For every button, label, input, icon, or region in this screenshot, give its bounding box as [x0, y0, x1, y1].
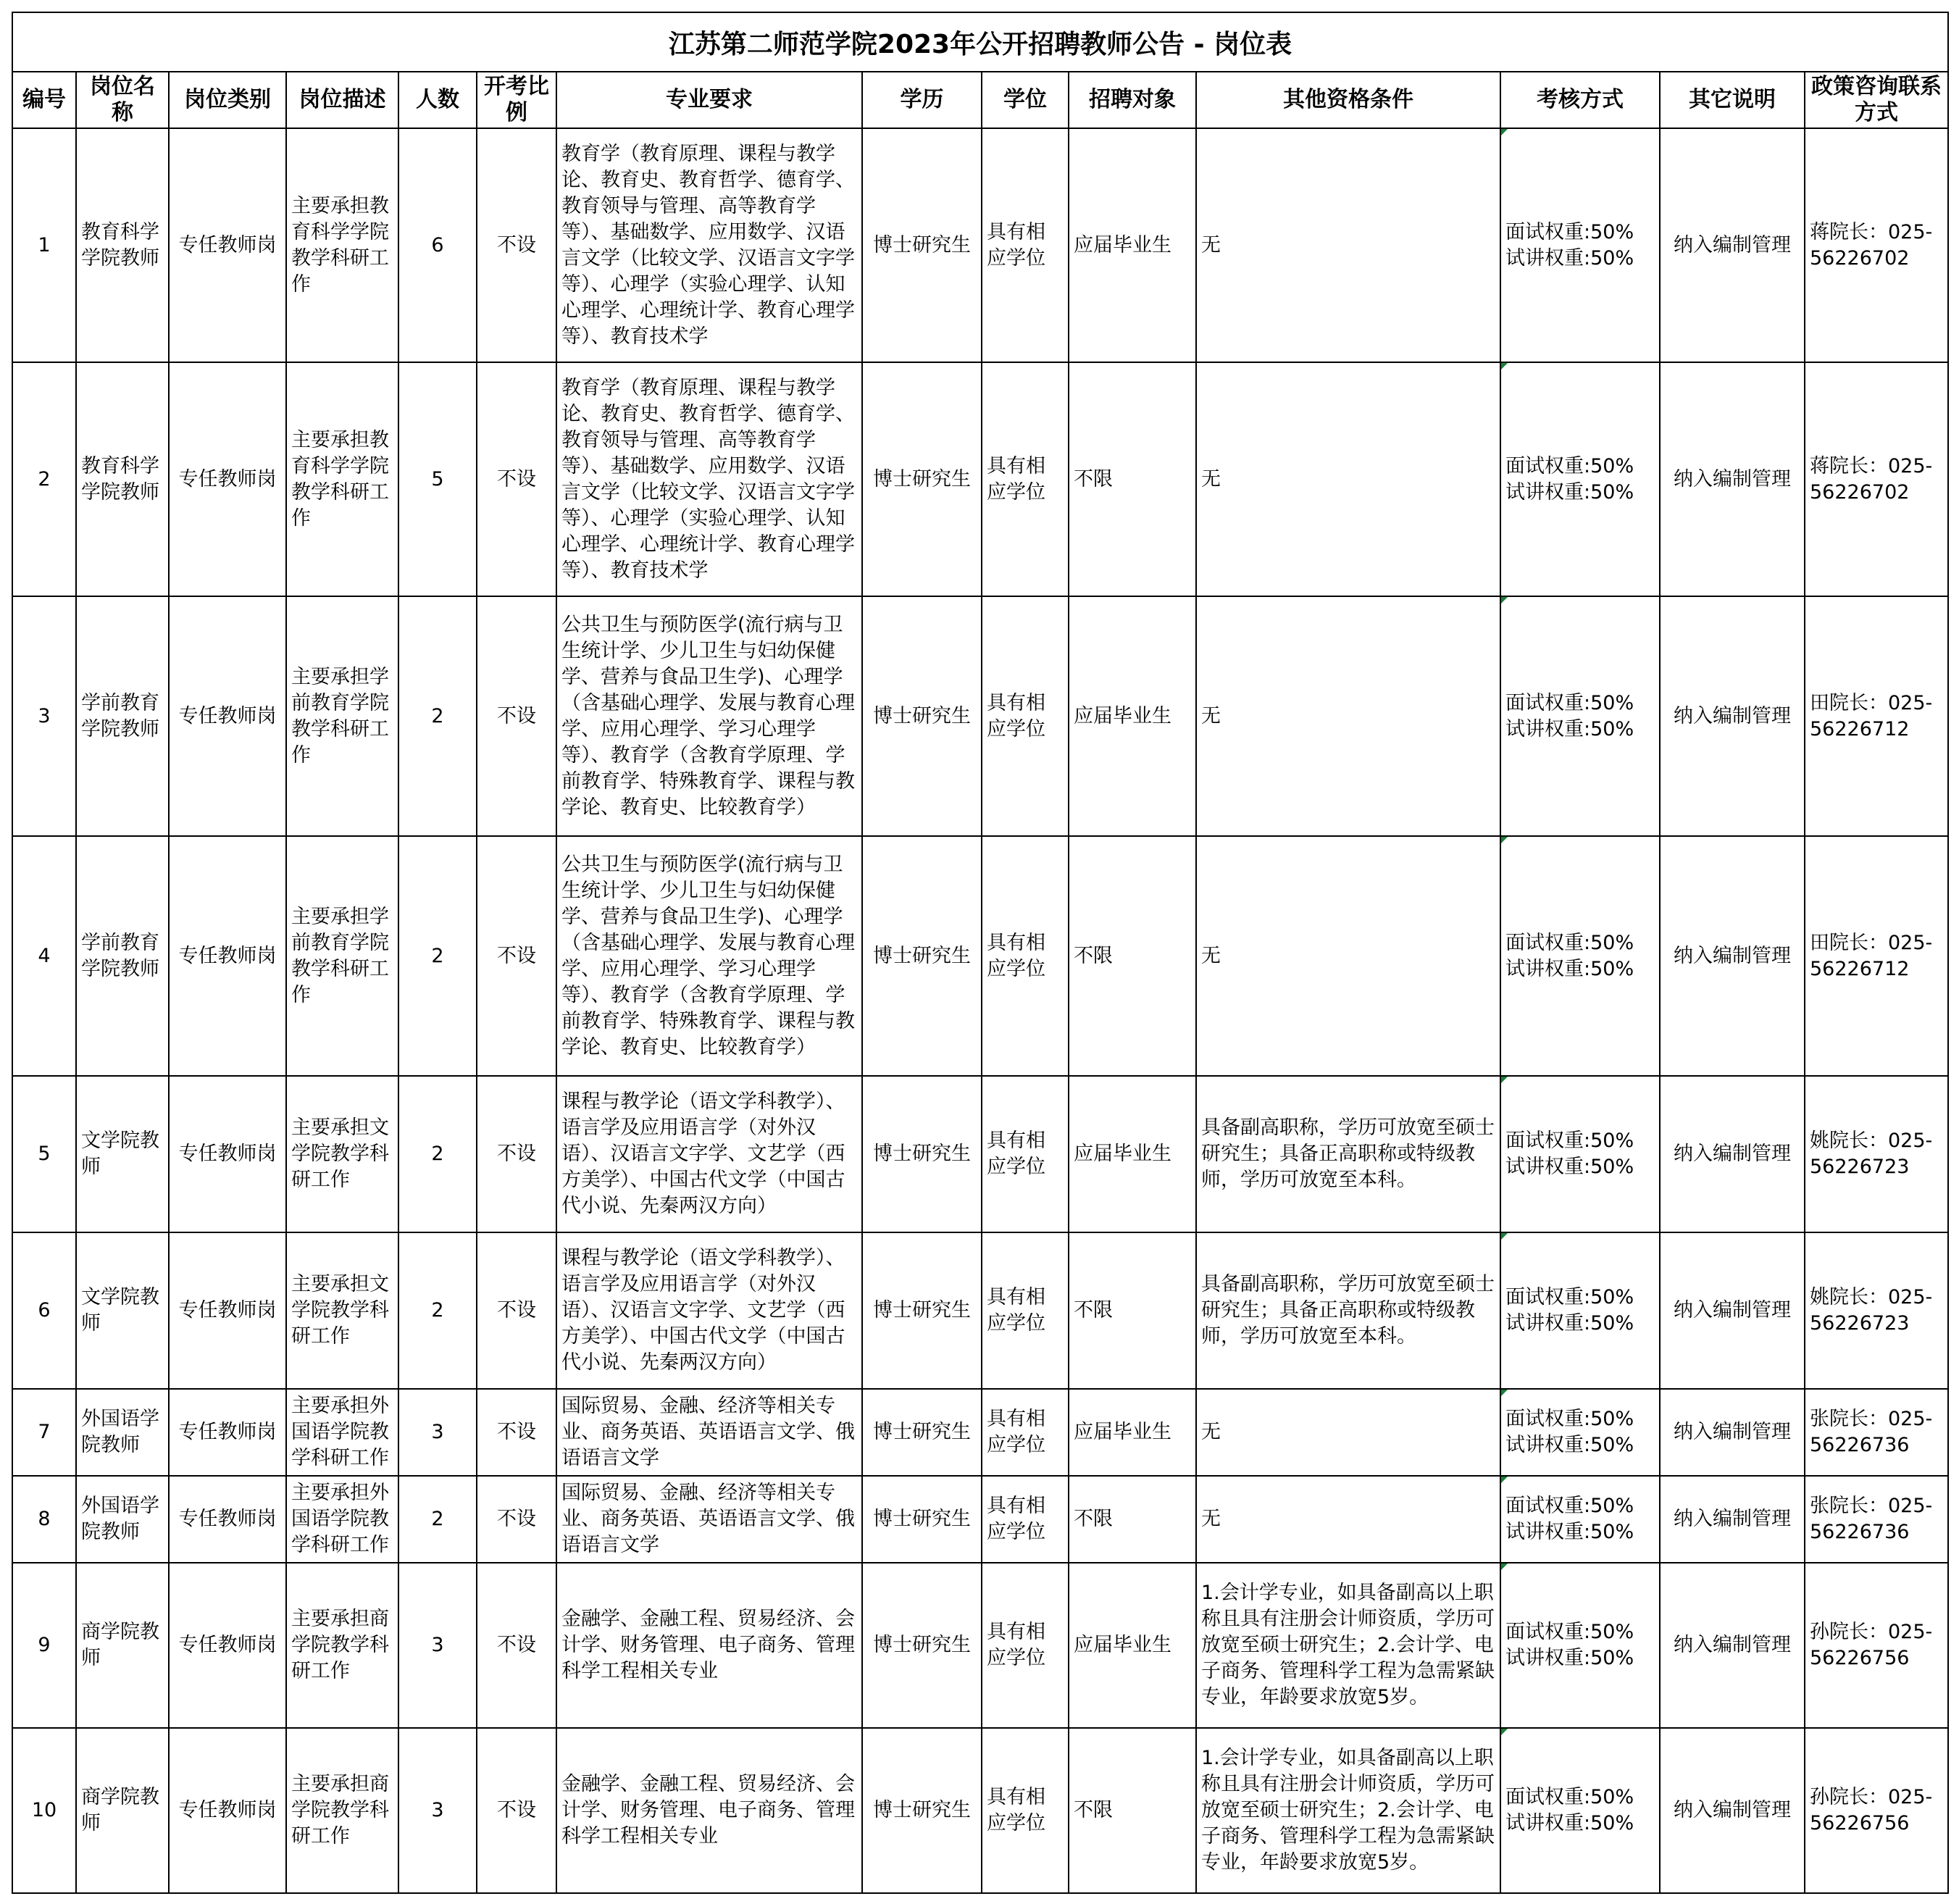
cell-notes: 纳入编制管理	[1660, 1389, 1805, 1476]
cell-description: 主要承担商学院教学科研工作	[286, 1563, 398, 1728]
cell-target: 不限	[1069, 1476, 1196, 1563]
assessment-lecture-weight: 试讲权重:50%	[1505, 246, 1634, 270]
cell-target: 不限	[1069, 362, 1196, 596]
cell-description: 主要承担学前教育学院教学科研工作	[286, 596, 398, 836]
cell-education: 博士研究生	[862, 1076, 982, 1232]
assessment-interview-weight: 面试权重:50%	[1505, 220, 1634, 243]
cell-degree: 具有相应学位	[982, 836, 1069, 1076]
cell-assessment	[1500, 362, 1660, 596]
cell-education: 博士研究生	[862, 1563, 982, 1728]
assessment-lecture-weight: 试讲权重:50%	[1505, 717, 1634, 740]
cell-description: 主要承担文学院教学科研工作	[286, 1232, 398, 1389]
assessment-interview-weight: 面试权重:50%	[1505, 454, 1634, 477]
cell-target: 不限	[1069, 1232, 1196, 1389]
cell-description: 主要承担学前教育学院教学科研工作	[286, 836, 398, 1076]
cell-no: 2	[12, 362, 76, 596]
cell-count: 5	[398, 362, 477, 596]
cell-position-name: 外国语学院教师	[76, 1476, 169, 1563]
cell-description: 主要承担商学院教学科研工作	[286, 1728, 398, 1893]
cell-education: 博士研究生	[862, 128, 982, 362]
cell-ratio: 不设	[477, 1728, 556, 1893]
header-major: 专业要求	[556, 72, 862, 128]
cell-count: 3	[398, 1389, 477, 1476]
cell-position-name: 文学院教师	[76, 1076, 169, 1232]
cell-notes: 纳入编制管理	[1660, 1728, 1805, 1893]
cell-degree: 具有相应学位	[982, 1728, 1069, 1893]
cell-major: 国际贸易、金融、经济等相关专业、商务英语、英语语言文学、俄语语言文学	[556, 1389, 862, 1476]
cell-notes: 纳入编制管理	[1660, 1563, 1805, 1728]
cell-count: 2	[398, 1476, 477, 1563]
cell-category: 专任教师岗	[169, 1728, 286, 1893]
cell-other-conditions: 1.会计学专业，如具备副高以上职称且具有注册会计师资质，学历可放宽至硕士研究生；2.会计学、电子商务、管理科学工程为急需紧缺专业，年龄要求放宽5岁。	[1196, 1563, 1500, 1728]
assessment-interview-weight: 面试权重:50%	[1505, 931, 1634, 954]
header-target: 招聘对象	[1069, 72, 1196, 128]
cell-count: 3	[398, 1728, 477, 1893]
assessment-lecture-weight: 试讲权重:50%	[1505, 1812, 1634, 1834]
cell-assessment	[1500, 1728, 1660, 1893]
cell-target: 应届毕业生	[1069, 1076, 1196, 1232]
cell-education: 博士研究生	[862, 836, 982, 1076]
cell-count: 3	[398, 1563, 477, 1728]
cell-contact: 姚院长：025-56226723	[1805, 1076, 1948, 1232]
cell-ratio: 不设	[477, 836, 556, 1076]
cell-notes: 纳入编制管理	[1660, 362, 1805, 596]
cell-contact: 孙院长：025-56226756	[1805, 1728, 1948, 1893]
cell-education: 博士研究生	[862, 362, 982, 596]
header-no: 编号	[12, 72, 76, 128]
cell-assessment	[1500, 1476, 1660, 1563]
header-other-conditions: 其他资格条件	[1196, 72, 1500, 128]
cell-other-conditions: 无	[1196, 836, 1500, 1076]
assessment-interview-weight: 面试权重:50%	[1505, 1786, 1634, 1808]
cell-description	[286, 1389, 398, 1476]
cell-notes: 纳入编制管理	[1660, 1076, 1805, 1232]
cell-target: 不限	[1069, 1728, 1196, 1893]
cell-description	[286, 1476, 398, 1563]
cell-major: 公共卫生与预防医学(流行病与卫生统计学、少儿卫生与妇幼保健学、营养与食品卫生学)、心理学（含基础心理学、发展与教育心理学、应用心理学、学习心理学等）、教育学（含教育学原理、学前教育学、特殊教育学、课程与教学论、教育史、比较教育学）	[556, 596, 862, 836]
cell-category: 专任教师岗	[169, 128, 286, 362]
cell-contact: 姚院长：025-56226723	[1805, 1232, 1948, 1389]
cell-ratio: 不设	[477, 1232, 556, 1389]
header-degree: 学位	[982, 72, 1069, 128]
cell-major: 教育学（教育原理、课程与教学论、教育史、教育哲学、德育学、教育领导与管理、高等教育学等）、基础数学、应用数学、汉语言文学（比较文学、汉语言文字学等）、心理学（实验心理学、认知心理学、心理统计学、教育心理学等）、教育技术学	[556, 128, 862, 362]
cell-major: 国际贸易、金融、经济等相关专业、商务英语、英语语言文学、俄语语言文学	[556, 1476, 862, 1563]
cell-other-conditions: 无	[1196, 1389, 1500, 1476]
cell-category: 专任教师岗	[169, 596, 286, 836]
cell-position-name: 教育科学学院教师	[76, 362, 169, 596]
cell-other-conditions: 1.会计学专业，如具备副高以上职称且具有注册会计师资质，学历可放宽至硕士研究生；2.会计学、电子商务、管理科学工程为急需紧缺专业，年龄要求放宽5岁。	[1196, 1728, 1500, 1893]
cell-notes: 纳入编制管理	[1660, 1232, 1805, 1389]
assessment-lecture-weight: 试讲权重:50%	[1505, 1312, 1634, 1335]
assessment-interview-weight: 面试权重:50%	[1505, 1408, 1634, 1430]
cell-assessment	[1500, 1563, 1660, 1728]
cell-position-name: 外国语学院教师	[76, 1389, 169, 1476]
assessment-lecture-weight: 试讲权重:50%	[1505, 1647, 1634, 1669]
cell-no: 8	[12, 1476, 76, 1563]
cell-degree: 具有相应学位	[982, 596, 1069, 836]
table-row	[12, 362, 1948, 596]
assessment-lecture-weight: 试讲权重:50%	[1505, 480, 1634, 504]
cell-contact: 孙院长：025-56226756	[1805, 1563, 1948, 1728]
cell-education: 博士研究生	[862, 596, 982, 836]
header-count: 人数	[398, 72, 477, 128]
cell-other-conditions: 无	[1196, 362, 1500, 596]
cell-position-name: 学前教育学院教师	[76, 596, 169, 836]
cell-assessment	[1500, 836, 1660, 1076]
cell-ratio: 不设	[477, 1563, 556, 1728]
job-position-table	[12, 12, 1949, 1894]
cell-description: 主要承担教育科学学院教学科研工作	[286, 362, 398, 596]
cell-ratio: 不设	[477, 362, 556, 596]
cell-education: 博士研究生	[862, 1728, 982, 1893]
cell-position-name: 学前教育学院教师	[76, 836, 169, 1076]
cell-ratio: 不设	[477, 1476, 556, 1563]
cell-position-name: 教育科学学院教师	[76, 128, 169, 362]
header-contact: 政策咨询联系方式	[1805, 72, 1948, 128]
cell-count: 6	[398, 128, 477, 362]
table-row	[12, 1728, 1948, 1893]
cell-count: 2	[398, 1076, 477, 1232]
table-title: 江苏第二师范学院2023年公开招聘教师公告 - 岗位表	[12, 12, 1948, 72]
cell-education: 博士研究生	[862, 1476, 982, 1563]
cell-contact: 田院长：025-56226712	[1805, 836, 1948, 1076]
assessment-lecture-weight: 试讲权重:50%	[1505, 1521, 1634, 1543]
table-row	[12, 1232, 1948, 1389]
cell-ratio: 不设	[477, 128, 556, 362]
assessment-lecture-weight: 试讲权重:50%	[1505, 957, 1634, 980]
cell-other-conditions: 无	[1196, 596, 1500, 836]
cell-target: 应届毕业生	[1069, 1389, 1196, 1476]
header-assessment: 考核方式	[1500, 72, 1660, 128]
cell-no: 3	[12, 596, 76, 836]
cell-assessment	[1500, 596, 1660, 836]
cell-degree: 具有相应学位	[982, 1476, 1069, 1563]
cell-category: 专任教师岗	[169, 1076, 286, 1232]
cell-target: 应届毕业生	[1069, 596, 1196, 836]
cell-category: 专任教师岗	[169, 1563, 286, 1728]
assessment-interview-weight: 面试权重:50%	[1505, 1495, 1634, 1517]
table-row	[12, 596, 1948, 836]
cell-category: 专任教师岗	[169, 1232, 286, 1389]
cell-degree: 具有相应学位	[982, 128, 1069, 362]
cell-contact: 张院长：025-56226736	[1805, 1476, 1948, 1563]
cell-target: 不限	[1069, 836, 1196, 1076]
cell-notes: 纳入编制管理	[1660, 836, 1805, 1076]
header-education: 学历	[862, 72, 982, 128]
cell-major: 金融学、金融工程、贸易经济、会计学、财务管理、电子商务、管理科学工程相关专业	[556, 1728, 862, 1893]
cell-other-conditions: 具备副高职称，学历可放宽至硕士研究生；具备正高职称或特级教师，学历可放宽至本科。	[1196, 1232, 1500, 1389]
cell-degree: 具有相应学位	[982, 1563, 1069, 1728]
cell-count: 2	[398, 836, 477, 1076]
cell-degree: 具有相应学位	[982, 1389, 1069, 1476]
cell-no: 5	[12, 1076, 76, 1232]
cell-count: 2	[398, 596, 477, 836]
header-ratio: 开考比例	[477, 72, 556, 128]
cell-notes: 纳入编制管理	[1660, 1476, 1805, 1563]
cell-category: 专任教师岗	[169, 836, 286, 1076]
cell-category: 专任教师岗	[169, 362, 286, 596]
cell-position-name: 文学院教师	[76, 1232, 169, 1389]
header-notes: 其它说明	[1660, 72, 1805, 128]
assessment-interview-weight: 面试权重:50%	[1505, 1286, 1634, 1308]
cell-category: 专任教师岗	[169, 1389, 286, 1476]
cell-other-conditions: 具备副高职称，学历可放宽至硕士研究生；具备正高职称或特级教师，学历可放宽至本科。	[1196, 1076, 1500, 1232]
cell-target: 应届毕业生	[1069, 1563, 1196, 1728]
table-row	[12, 128, 1948, 362]
cell-no: 1	[12, 128, 76, 362]
assessment-interview-weight: 面试权重:50%	[1505, 1130, 1634, 1152]
table-row	[12, 1076, 1948, 1232]
table-row	[12, 1563, 1948, 1728]
cell-contact: 田院长：025-56226712	[1805, 596, 1948, 836]
cell-position-name: 商学院教师	[76, 1728, 169, 1893]
cell-description: 主要承担文学院教学科研工作	[286, 1076, 398, 1232]
cell-notes: 纳入编制管理	[1660, 596, 1805, 836]
cell-contact: 蒋院长：025-56226702	[1805, 128, 1948, 362]
table-row	[12, 1389, 1948, 1476]
cell-other-conditions: 无	[1196, 1476, 1500, 1563]
cell-education: 博士研究生	[862, 1389, 982, 1476]
cell-major: 课程与教学论（语文学科教学）、语言学及应用语言学（对外汉语）、汉语言文字学、文艺学（西方美学）、中国古代文学（中国古代小说、先秦两汉方向）	[556, 1232, 862, 1389]
cell-contact: 蒋院长：025-56226702	[1805, 362, 1948, 596]
cell-major: 课程与教学论（语文学科教学）、语言学及应用语言学（对外汉语）、汉语言文字学、文艺学（西方美学）、中国古代文学（中国古代小说、先秦两汉方向）	[556, 1076, 862, 1232]
cell-count: 2	[398, 1232, 477, 1389]
assessment-interview-weight: 面试权重:50%	[1505, 691, 1634, 714]
cell-degree: 具有相应学位	[982, 362, 1069, 596]
cell-assessment	[1500, 1389, 1660, 1476]
cell-notes: 纳入编制管理	[1660, 128, 1805, 362]
cell-contact: 张院长：025-56226736	[1805, 1389, 1948, 1476]
cell-major: 金融学、金融工程、贸易经济、会计学、财务管理、电子商务、管理科学工程相关专业	[556, 1563, 862, 1728]
header-row	[12, 72, 1948, 128]
cell-position-name: 商学院教师	[76, 1563, 169, 1728]
header-category: 岗位类别	[169, 72, 286, 128]
cell-assessment	[1500, 1232, 1660, 1389]
description-text: 主要承担外国语学院教学科研工作	[291, 1395, 389, 1469]
header-position-name: 岗位名称	[76, 72, 169, 128]
cell-ratio: 不设	[477, 1389, 556, 1476]
cell-assessment	[1500, 128, 1660, 362]
cell-no: 10	[12, 1728, 76, 1893]
cell-other-conditions: 无	[1196, 128, 1500, 362]
cell-no: 4	[12, 836, 76, 1076]
cell-assessment	[1500, 1076, 1660, 1232]
cell-education: 博士研究生	[862, 1232, 982, 1389]
cell-description: 主要承担教育科学学院教学科研工作	[286, 128, 398, 362]
table-row	[12, 1476, 1948, 1563]
assessment-lecture-weight: 试讲权重:50%	[1505, 1434, 1634, 1456]
cell-no: 6	[12, 1232, 76, 1389]
cell-ratio: 不设	[477, 596, 556, 836]
cell-no: 9	[12, 1563, 76, 1728]
cell-major: 教育学（教育原理、课程与教学论、教育史、教育哲学、德育学、教育领导与管理、高等教育学等）、基础数学、应用数学、汉语言文学（比较文学、汉语言文字学等）、心理学（实验心理学、认知心理学、心理统计学、教育心理学等）、教育技术学	[556, 362, 862, 596]
cell-target: 应届毕业生	[1069, 128, 1196, 362]
cell-degree: 具有相应学位	[982, 1232, 1069, 1389]
cell-ratio: 不设	[477, 1076, 556, 1232]
cell-no: 7	[12, 1389, 76, 1476]
description-text: 主要承担外国语学院教学科研工作	[291, 1482, 389, 1556]
cell-major: 公共卫生与预防医学(流行病与卫生统计学、少儿卫生与妇幼保健学、营养与食品卫生学)、心理学（含基础心理学、发展与教育心理学、应用心理学、学习心理学等）、教育学（含教育学原理、学前教育学、特殊教育学、课程与教学论、教育史、比较教育学）	[556, 836, 862, 1076]
cell-degree: 具有相应学位	[982, 1076, 1069, 1232]
assessment-lecture-weight: 试讲权重:50%	[1505, 1156, 1634, 1178]
table-row	[12, 836, 1948, 1076]
cell-category: 专任教师岗	[169, 1476, 286, 1563]
assessment-interview-weight: 面试权重:50%	[1505, 1621, 1634, 1643]
header-description: 岗位描述	[286, 72, 398, 128]
